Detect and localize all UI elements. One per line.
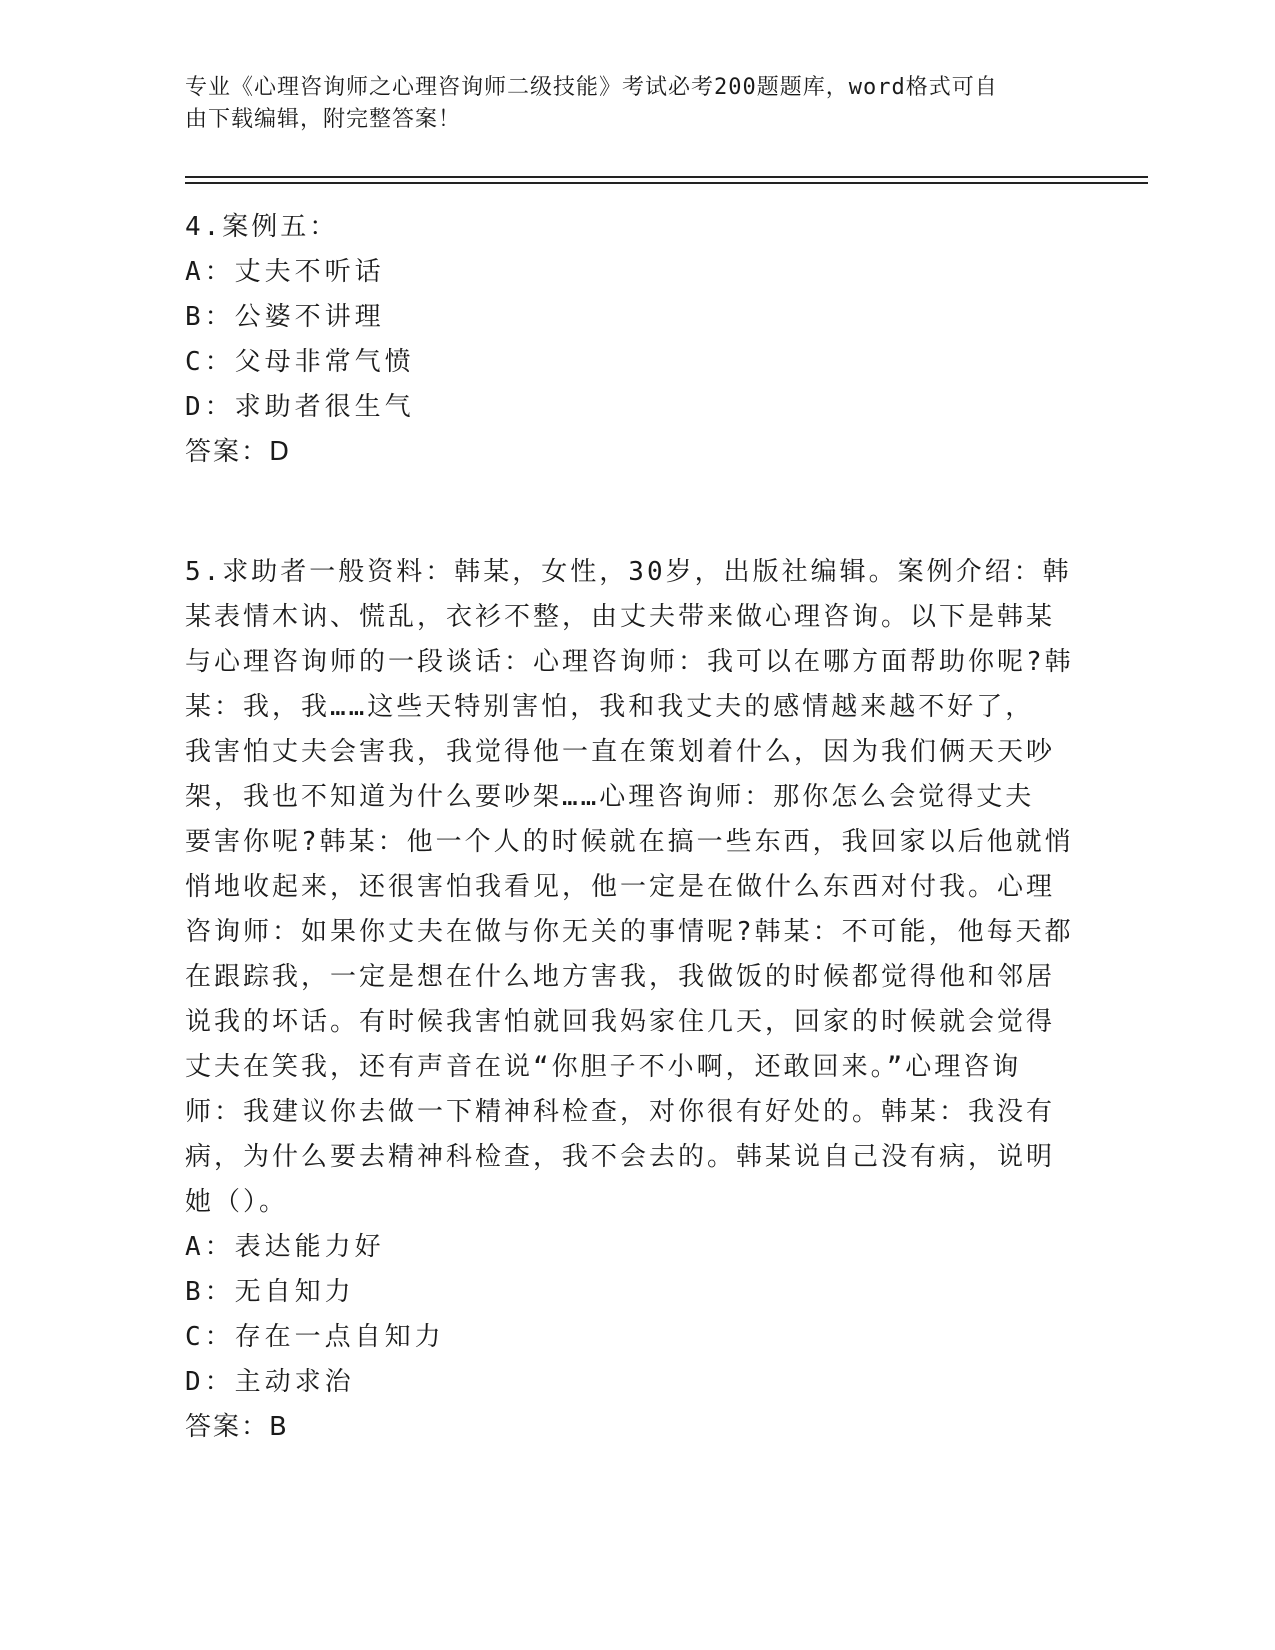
stem-line: 架，我也不知道为什么要吵架……心理咨询师：那你怎么会觉得丈夫 bbox=[185, 782, 1035, 812]
stem-line: 要害你呢?韩某：他一个人的时候就在搞一些东西，我回家以后他就悄 bbox=[185, 827, 1074, 857]
header-line-2: 由下载编辑，附完整答案！ bbox=[185, 107, 462, 132]
answer-label: 答案：B bbox=[185, 1412, 289, 1442]
option-a: A：丈夫不听话 bbox=[185, 257, 385, 287]
header-divider-top bbox=[185, 176, 1148, 178]
answer-label: 答案：D bbox=[185, 437, 292, 467]
stem-line: 某：我，我……这些天特别害怕，我和我丈夫的感情越来越不好了， bbox=[185, 692, 1035, 722]
stem-line: 说我的坏话。有时候我害怕就回我妈家住几天，回家的时候就会觉得 bbox=[185, 1007, 1056, 1037]
question-5 bbox=[185, 550, 1074, 1450]
stem-line: 她（）。 bbox=[185, 1187, 289, 1217]
option-d: D：求助者很生气 bbox=[185, 392, 415, 422]
question-stem: 4.案例五： bbox=[185, 212, 339, 242]
option-c: C：父母非常气愤 bbox=[185, 347, 415, 377]
option-b: B：无自知力 bbox=[185, 1277, 355, 1307]
stem-line: 我害怕丈夫会害我，我觉得他一直在策划着什么，因为我们俩天天吵 bbox=[185, 737, 1056, 767]
stem-line: 悄地收起来，还很害怕我看见，他一定是在做什么东西对付我。心理 bbox=[185, 872, 1056, 902]
question-stem bbox=[185, 550, 1074, 1225]
stem-line: 病，为什么要去精神科检查，我不会去的。韩某说自己没有病，说明 bbox=[185, 1142, 1056, 1172]
option-c: C：存在一点自知力 bbox=[185, 1322, 445, 1352]
stem-line: 师：我建议你去做一下精神科检查，对你很有好处的。韩某：我没有 bbox=[185, 1097, 1056, 1127]
stem-line: 在跟踪我，一定是想在什么地方害我，我做饭的时候都觉得他和邻居 bbox=[185, 962, 1056, 992]
document-header bbox=[185, 72, 1070, 136]
option-d: D：主动求治 bbox=[185, 1367, 355, 1397]
question-4 bbox=[185, 205, 1065, 475]
stem-line: 某表情木讷、慌乱，衣衫不整，由丈夫带来做心理咨询。以下是韩某 bbox=[185, 602, 1056, 632]
stem-line: 丈夫在笑我，还有声音在说“你胆子不小啊，还敢回来。”心理咨询 bbox=[185, 1052, 1022, 1082]
option-a: A：表达能力好 bbox=[185, 1232, 385, 1262]
stem-line: 与心理咨询师的一段谈话：心理咨询师：我可以在哪方面帮助你呢?韩 bbox=[185, 647, 1074, 677]
stem-line: 咨询师：如果你丈夫在做与你无关的事情呢?韩某：不可能，他每天都 bbox=[185, 917, 1074, 947]
header-line-1: 专业《心理咨询师之心理咨询师二级技能》考试必考200题题库，word格式可自 bbox=[185, 75, 998, 100]
header-divider-bottom bbox=[185, 182, 1148, 184]
option-b: B：公婆不讲理 bbox=[185, 302, 385, 332]
stem-line: 5.求助者一般资料：韩某，女性，30岁，出版社编辑。案例介绍：韩 bbox=[185, 557, 1072, 587]
